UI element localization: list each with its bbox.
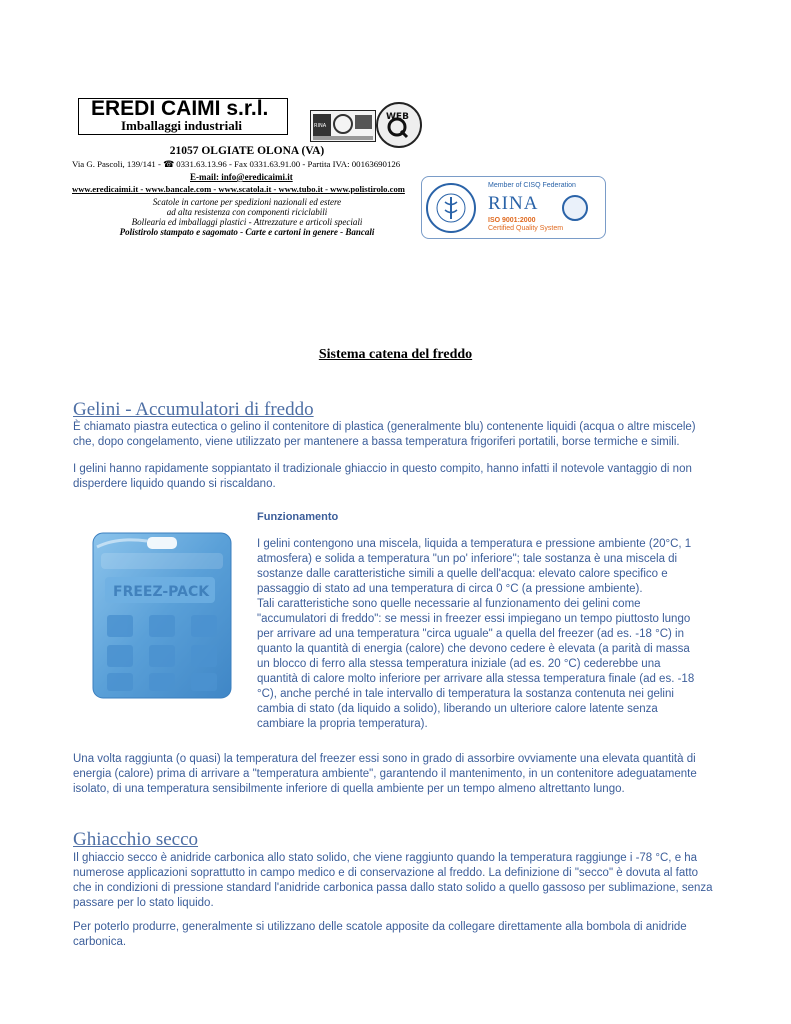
company-name: EREDI CAIMI s.r.l. bbox=[91, 97, 269, 120]
section-heading-ghiaccio: Ghiacchio secco bbox=[73, 829, 199, 850]
paragraph-funzionamento-1: I gelini contengono una miscela, liquida a temperatura e pressione ambiente (20°C, 1 atmosfera) e solida a temperatura "un po' inferiore"; tale sostanza è una miscela di sostanze dalle caratteristiche simili a quelle dell'acqua: elevato calore specifico e passaggio di stato ad una temperatura di circa 0 °C (a pressione ambiente). bbox=[257, 538, 692, 595]
company-desc-line4: Polistirolo stampato e sagomato - Carte e cartoni in genere - Bancali bbox=[119, 227, 375, 237]
web-badge-label: WEB bbox=[386, 112, 409, 122]
paragraph-gelini-3: Una volta raggiunta (o quasi) la temperatura del freezer essi sono in grado di assorbire ovviamente una elevata quantità di energia (calore) prima di arrivare a "temperatura ambiente", garantendo il mantenimento, in un contenitore adeguatamente isolato, di una temperatura sensibilmente inferiore di quella ambiente per un tempo almeno altrettanto lungo. bbox=[73, 753, 697, 795]
paragraph-gelini-2: I gelini hanno rapidamente soppiantato il tradizionale ghiaccio in questo compito, hanno infatti il notevole vantaggio di non disperdere liquido quando si riscaldano. bbox=[73, 463, 692, 490]
company-city: 21057 OLGIATE OLONA (VA) bbox=[169, 145, 325, 157]
company-websites[interactable]: www.eredicaimi.it - www.bancale.com - www.scatola.it - www.tubo.it - www.polistirolo.com bbox=[72, 184, 405, 194]
quality-system-text: Certified Quality System bbox=[488, 225, 564, 232]
company-desc-line1: Scatole in cartone per spedizioni nazionali ed estere bbox=[152, 197, 342, 207]
company-email[interactable]: E-mail: info@eredicaimi.it bbox=[190, 172, 293, 182]
rina-seal-icon bbox=[426, 183, 476, 233]
paragraph-ghiaccio-1: Il ghiaccio secco è anidride carbonica allo stato solido, che viene raggiunto quando la temperatura raggiunge i -78 °C, e ha numerose applicazioni soprattutto in campo medico e di conservazione al freddo. La definizione di "secco" è dovuta al fatto che in condizioni di pressione standard l'anidride carbonica passa dallo stato solido a quello gassoso per sublimazione, senza passare per lo stato liquido. bbox=[73, 852, 713, 909]
paragraph-gelini-1: È chiamato piastra eutectica o gelino il contenitore di plastica (generalmente blu) contenente liquidi (acqua o altre miscele) che, dopo congelamento, viene utilizzato per mantenere a bassa temperatura frigoriferi portatili, borse termiche e simili. bbox=[73, 421, 696, 448]
ice-pack-image bbox=[87, 527, 237, 702]
caduceus-icon bbox=[428, 185, 474, 231]
web-certified-badge bbox=[376, 102, 422, 148]
q-mark-icon bbox=[376, 102, 418, 144]
company-subtitle: Imballaggi industriali bbox=[121, 118, 242, 133]
iso-text: ISO 9001:2000 bbox=[488, 217, 536, 224]
cert-label: RINA bbox=[314, 123, 327, 129]
company-desc-line2: ad alta resistenza con componenti riciclabili bbox=[166, 207, 328, 217]
company-name-box bbox=[78, 98, 288, 135]
section-heading-gelini: Gelini - Accumulatori di freddo bbox=[73, 399, 314, 420]
svg-text:FREEZ-PACK: FREEZ-PACK bbox=[113, 584, 210, 600]
paragraph-ghiaccio-2: Per poterlo produrre, generalmente si utilizzano delle scatole apposite da collegare direttamente alla bombola di anidride carbonica. bbox=[73, 921, 687, 948]
certification-logo bbox=[310, 110, 376, 142]
iqnet-icon bbox=[562, 195, 588, 221]
document-title: Sistema catena del freddo bbox=[318, 347, 473, 362]
ice-pack-icon bbox=[87, 527, 237, 702]
letterhead bbox=[72, 95, 422, 237]
member-text: Member of CISQ Federation bbox=[488, 182, 576, 189]
rina-certification-badge bbox=[421, 176, 606, 239]
rina-text: RINA bbox=[488, 193, 539, 214]
company-address: Via G. Pascoli, 139/141 - ☎ 0331.63.13.96 - Fax 0331.63.91.00 - Partita IVA: 00163690126 bbox=[72, 159, 401, 169]
subheading-funzionamento: Funzionamento bbox=[257, 511, 339, 523]
paragraph-funzionamento-2: Tali caratteristiche sono quelle necessarie al funzionamento dei gelini come "accumulatori di freddo": se messi in freezer essi impiegano un tempo piuttosto lungo per arrivare ad una temperatura "circa uguale" a quella del freezer (ad es. -18 °C) in quanto la quantità di energia (calore) che devono cedere è elevata (a parità di massa un blocco di ferro alla stessa temperatura iniziale (ad es. 20 °C) cederebbe una quantità di calore molto inferiore per arrivare alla stessa temperatura finale (ad es. -18 °C), anche perché in tale intervallo di temperatura la sostanza contenuta nei gelini cambia di stato (da liquido a solido), liberando un ulteriore calore latente senza cambiare la propria temperatura). bbox=[257, 598, 695, 730]
company-desc-line3: Bollearia ed imballaggi plastici - Attrezzature e articoli speciali bbox=[131, 217, 363, 227]
